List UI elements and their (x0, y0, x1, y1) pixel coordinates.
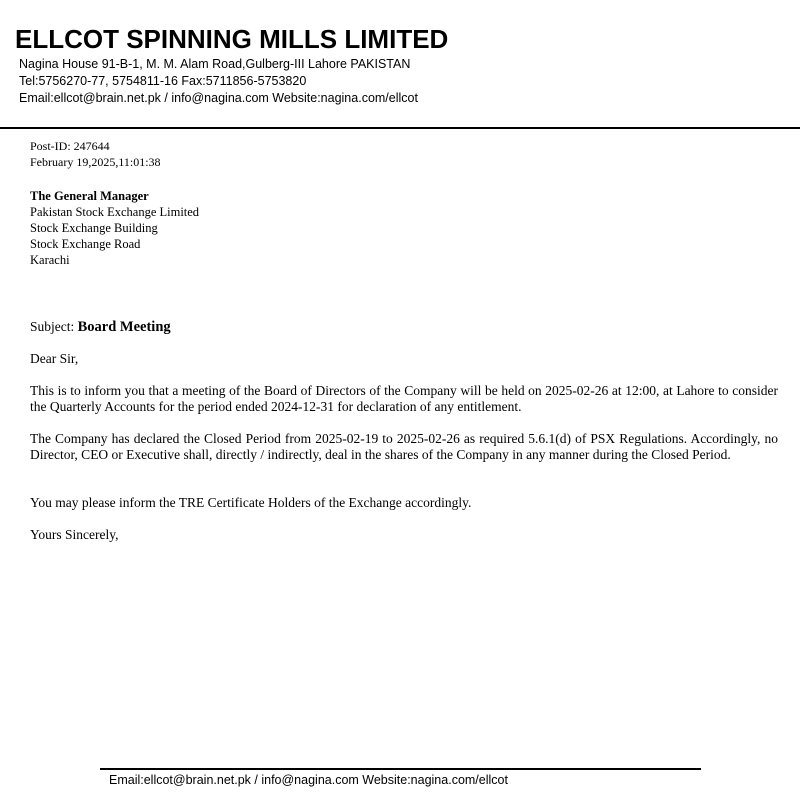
subject-text: Board Meeting (77, 319, 171, 335)
footer-contact: Email:ellcot@brain.net.pk / info@nagina.com Website:nagina.com/ellcot (109, 773, 508, 787)
header-divider (0, 127, 800, 129)
subject-line (30, 319, 171, 335)
recipient-address (30, 188, 199, 268)
company-contact: Email:ellcot@brain.net.pk / info@nagina.com Website:nagina.com/ellcot (19, 91, 418, 105)
letterhead (0, 0, 800, 128)
body-paragraph: You may please inform the TRE Certificate Holders of the Exchange accordingly. (30, 495, 472, 510)
post-meta (30, 138, 161, 170)
recipient-title: The General Manager (30, 189, 149, 203)
subject-label: Subject: (30, 319, 75, 334)
recipient-line: Pakistan Stock Exchange Limited (30, 205, 200, 219)
recipient-line: Stock Exchange Building (30, 221, 158, 235)
footer-divider (100, 768, 701, 770)
company-phone: Tel:5756270-77, 5754811-16 Fax:5711856-5753820 (19, 74, 307, 88)
recipient-line: Karachi (30, 253, 70, 267)
body-paragraph: This is to inform you that a meeting of the Board of Directors of the Company will be held on 2025-02-26 at 12:00, at Lahore to consider the Quarterly Accounts for the period ended 2024-12-31 for declaration of any entitlement. (30, 383, 778, 414)
closing: Yours Sincerely, (30, 527, 119, 542)
body-paragraph: The Company has declared the Closed Period from 2025-02-19 to 2025-02-26 as required 5.6.1(d) of PSX Regulations. Accordingly, no Director, CEO or Executive shall, directly / indirectly, deal in the shares of the Company in any manner during the Closed Period. (30, 431, 778, 462)
post-id: Post-ID: 247644 (30, 139, 110, 153)
salutation: Dear Sir, (30, 351, 79, 366)
company-address: Nagina House 91-B-1, M. M. Alam Road,Gulberg-III Lahore PAKISTAN (19, 57, 411, 71)
recipient-line: Stock Exchange Road (30, 237, 141, 251)
post-datetime: February 19,2025,11:01:38 (30, 155, 161, 169)
company-name: ELLCOT SPINNING MILLS LIMITED (15, 24, 449, 54)
